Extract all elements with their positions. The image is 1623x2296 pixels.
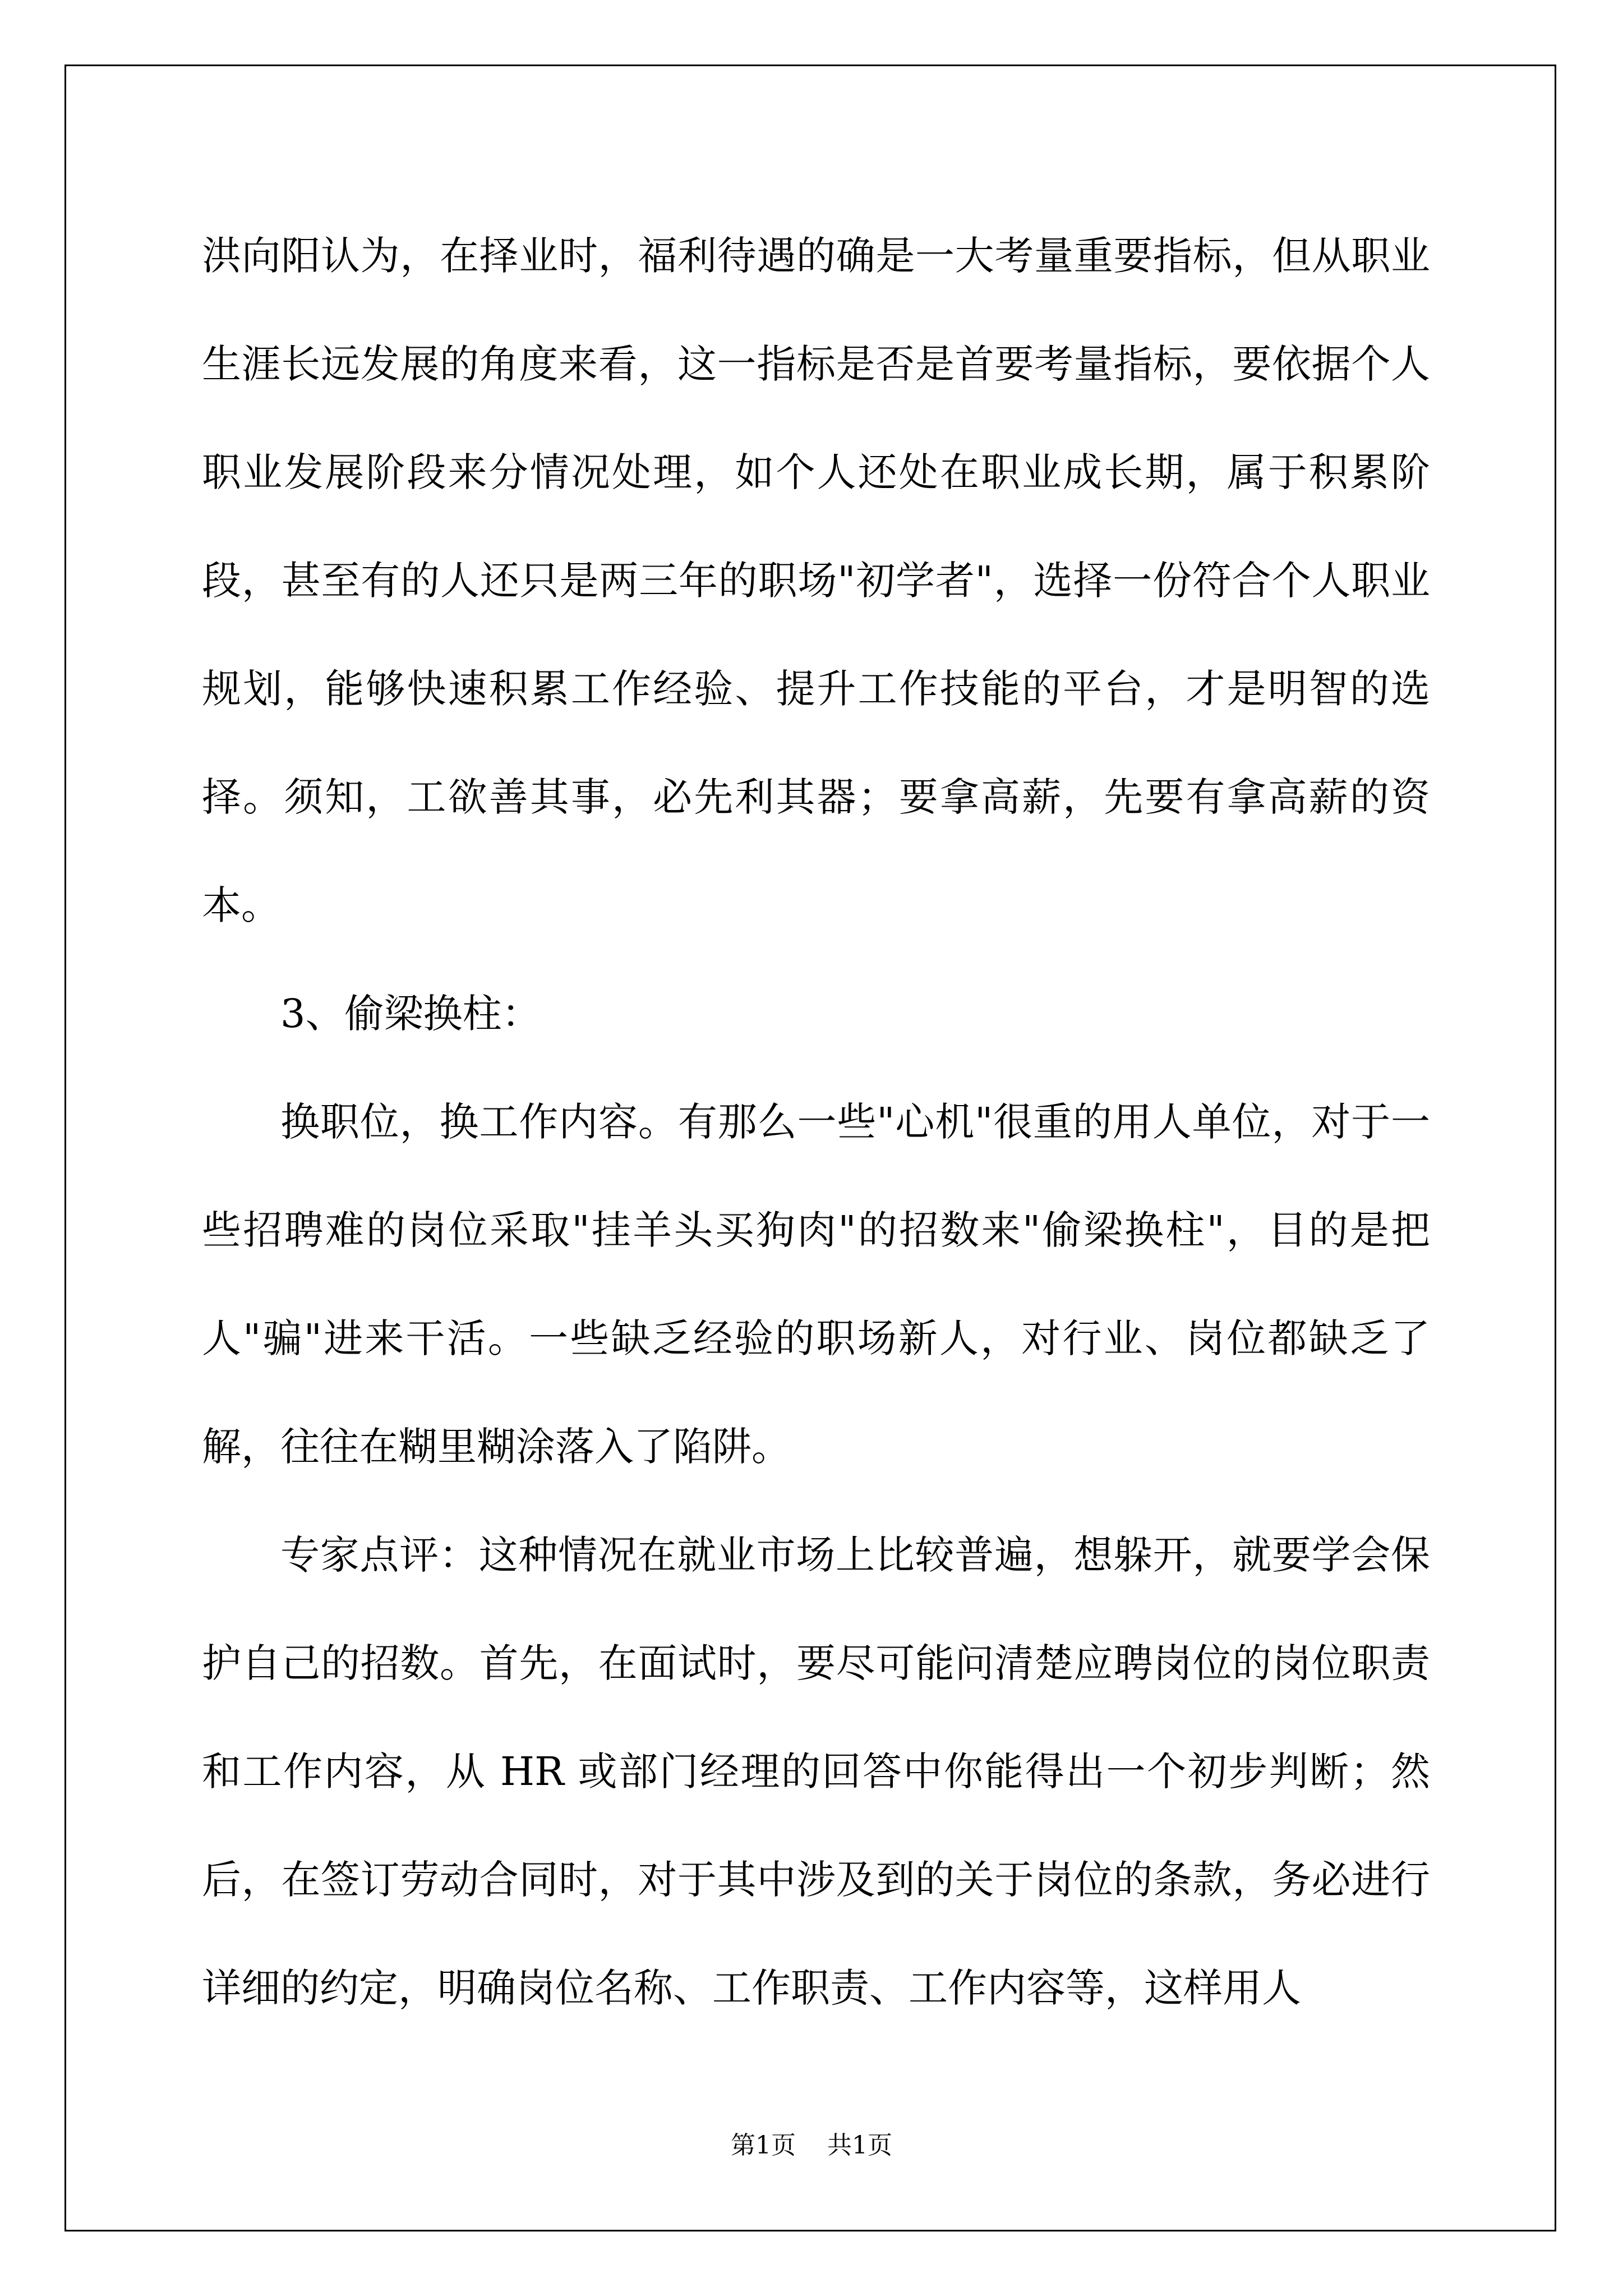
document-body — [202, 202, 1430, 2042]
paragraph-3: 专家点评：这种情况在就业市场上比较普遍，想躲开，就要学会保护自己的招数。首先，在面试时，要尽可能问清楚应聘岗位的岗位职责和工作内容，从 HR 或部门经理的回答中你能得出一个初步判断；然后，在签订劳动合同时，对于其中涉及到的关于岗位的条款，务必进行详细的约定，明确岗位名称、工作职责、工作内容等，这样用人 — [202, 1532, 1430, 2011]
page-number-current: 第1页 — [731, 2131, 796, 2160]
paragraph-1: 洪向阳认为，在择业时，福利待遇的确是一大考量重要指标，但从职业生涯长远发展的角度来看，这一指标是否是首要考量指标，要依据个人职业发展阶段来分情况处理，如个人还处在职业成长期，属于积累阶段，甚至有的人还只是两三年的职场"初学者"，选择一份符合个人职业规划，能够快速积累工作经验、提升工作技能的平台，才是明智的选择。须知，工欲善其事，必先利其器；要拿高薪，先要有拿高薪的资本。 — [202, 233, 1430, 928]
page-footer — [0, 2129, 1623, 2162]
section-heading-3: 3、偷梁换柱： — [280, 991, 541, 1037]
page-number-total: 共1页 — [827, 2131, 892, 2160]
paragraph-2: 换职位，换工作内容。有那么一些"心机"很重的用人单位，对于一些招聘难的岗位采取"挂羊头买狗肉"的招数来"偷梁换柱"，目的是把人"骗"进来干活。一些缺乏经验的职场新人，对行业、岗位都缺乏了解，往往在糊里糊涂落入了陷阱。 — [202, 1099, 1430, 1470]
